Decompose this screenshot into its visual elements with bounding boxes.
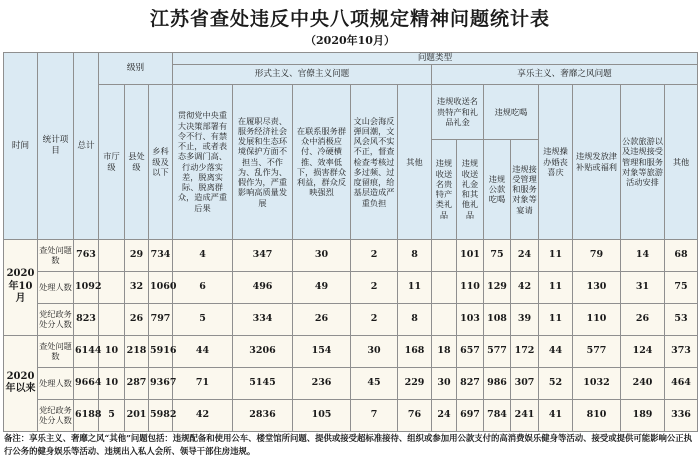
header-stat-item: 统计项目 [38,53,74,240]
cell-county: 29 [125,239,149,271]
cell-h-other: 75 [665,271,698,303]
cell-total: 763 [74,239,99,271]
cell-f-other: 168 [398,335,432,367]
header-formalism-service: 在联系服务群众中消极应付、冷硬横推、效率低下，损害群众利益，群众反映强烈 [293,84,351,239]
cell-h-wedding: 11 [539,303,573,335]
cell-total: 6188 [74,399,99,431]
header-gift-money: 违规收送礼金和其他礼品 [457,139,484,239]
cell-h-gift-specialty: 30 [432,367,457,399]
cell-township: 5916 [149,335,173,367]
header-gift-group: 违规收送名贵特产和礼品礼金 [432,84,484,139]
table-row [4,239,698,271]
cell-f3: 154 [293,335,351,367]
row-label: 查处问题数 [38,239,74,271]
header-travel: 公款旅游以及违规接受管理和服务对象等旅游活动安排 [621,84,665,239]
cell-f2: 334 [233,303,293,335]
cell-f4: 2 [351,303,398,335]
cell-h-travel: 189 [621,399,665,431]
period-label: 2020年以来 [4,335,38,431]
cell-f-other: 229 [398,367,432,399]
cell-f4: 30 [351,335,398,367]
cell-h-banquet: 39 [511,303,539,335]
cell-f2: 347 [233,239,293,271]
cell-f4: 7 [351,399,398,431]
cell-f1: 71 [173,367,233,399]
header-gift-specialty: 违规收送名贵特产类礼品 [432,139,457,239]
cell-county: 218 [125,335,149,367]
cell-f4: 2 [351,239,398,271]
cell-h-banquet: 307 [511,367,539,399]
cell-f1: 4 [173,239,233,271]
cell-h-gift-money: 101 [457,239,484,271]
table-row [4,399,698,431]
cell-f2: 496 [233,271,293,303]
cell-h-banquet: 241 [511,399,539,431]
cell-h-allowance: 1032 [573,367,621,399]
cell-f1: 5 [173,303,233,335]
table-row [4,335,698,367]
page-subtitle: （2020年10月） [305,34,395,47]
cell-county: 26 [125,303,149,335]
cell-h-banquet: 24 [511,239,539,271]
header-formalism-other: 其他 [398,84,432,239]
header-problem-type: 问题类型 [173,53,698,65]
cell-h-travel: 124 [621,335,665,367]
cell-total: 1092 [74,271,99,303]
cell-city [99,239,125,271]
header-public-dining: 违规公款吃喝 [484,139,511,239]
header-county-level: 县处级 [125,84,149,239]
cell-h-gift-specialty: 24 [432,399,457,431]
cell-county: 287 [125,367,149,399]
cell-city: 5 [99,399,125,431]
cell-h-gift-specialty [432,271,457,303]
header-hedonism: 享乐主义、奢靡之风问题 [432,64,698,84]
cell-h-other: 464 [665,367,698,399]
header-formalism-meetings: 文山会海反弹回潮，文风会风不实不正，督查检查考核过多过频、过度留痕，给基层造成严重负担 [351,84,398,239]
cell-h-public-dining: 986 [484,367,511,399]
cell-f4: 2 [351,271,398,303]
cell-h-gift-money: 827 [457,367,484,399]
cell-h-other: 373 [665,335,698,367]
cell-township: 734 [149,239,173,271]
header-dining-group: 违规吃喝 [484,84,539,139]
cell-h-public-dining: 129 [484,271,511,303]
cell-h-gift-money: 103 [457,303,484,335]
cell-h-gift-specialty [432,239,457,271]
cell-h-wedding: 52 [539,367,573,399]
cell-f3: 49 [293,271,351,303]
header-total: 总计 [74,53,99,240]
cell-county: 32 [125,271,149,303]
cell-f2: 3206 [233,335,293,367]
cell-h-allowance: 130 [573,271,621,303]
cell-f1: 44 [173,335,233,367]
cell-h-gift-money: 110 [457,271,484,303]
cell-f-other: 11 [398,271,432,303]
cell-h-wedding: 44 [539,335,573,367]
cell-h-gift-money: 697 [457,399,484,431]
header-hedonism-other: 其他 [665,84,698,239]
cell-township: 9367 [149,367,173,399]
table-row [4,303,698,335]
row-label: 处理人数 [38,367,74,399]
cell-city: 10 [99,367,125,399]
cell-h-travel: 26 [621,303,665,335]
cell-h-gift-specialty: 18 [432,335,457,367]
table-row [4,271,698,303]
cell-h-public-dining: 75 [484,239,511,271]
cell-f-other: 8 [398,239,432,271]
row-label: 党纪政务处分人数 [38,303,74,335]
cell-h-other: 68 [665,239,698,271]
cell-f3: 236 [293,367,351,399]
cell-h-allowance: 810 [573,399,621,431]
cell-h-allowance: 577 [573,335,621,367]
cell-total: 823 [74,303,99,335]
cell-city: 10 [99,335,125,367]
row-label: 处理人数 [38,271,74,303]
cell-h-travel: 240 [621,367,665,399]
statistics-table [3,52,698,432]
cell-f3: 26 [293,303,351,335]
page-title: 江苏省查处违反中央八项规定精神问题统计表 [149,8,550,30]
cell-f3: 30 [293,239,351,271]
cell-h-gift-specialty [432,303,457,335]
cell-township: 1060 [149,271,173,303]
cell-total: 9664 [74,367,99,399]
cell-h-wedding: 11 [539,239,573,271]
cell-county: 201 [125,399,149,431]
cell-f-other: 8 [398,303,432,335]
cell-h-public-dining: 108 [484,303,511,335]
header-formalism-duty: 在履职尽责、服务经济社会发展和生态环境保护方面不担当、不作为、乱作为、假作为，严重影响高质量发展 [233,84,293,239]
cell-h-travel: 31 [621,271,665,303]
cell-total: 6144 [74,335,99,367]
header-formalism: 形式主义、官僚主义问题 [173,64,432,84]
header-formalism-decisions: 贯彻党中央重大决策部署有令不行、有禁不止，或者表态多调门高、行动少落实差，脱离实际、脱离群众，造成严重后果 [173,84,233,239]
row-label: 查处问题数 [38,335,74,367]
table-row [4,367,698,399]
header-township-level: 乡科级及以下 [149,84,173,239]
cell-h-gift-money: 657 [457,335,484,367]
cell-city [99,271,125,303]
cell-f1: 6 [173,271,233,303]
header-time: 时间 [4,53,38,240]
cell-h-allowance: 79 [573,239,621,271]
cell-city [99,303,125,335]
cell-f4: 45 [351,367,398,399]
cell-f2: 5145 [233,367,293,399]
cell-h-public-dining: 784 [484,399,511,431]
header-allowance: 违规发放津补贴或福利 [573,84,621,239]
footnote: 备注：享乐主义、奢靡之风“其他”问题包括：违规配备和使用公车、楼堂馆所问题、提供或接受超标准接待、组织或参加用公款支付的高消费娱乐健身等活动、接受或提供可能影响公正执行公务的健身娱乐等活动、违规出入私人会所、领导干部住房违规。 [4,433,693,457]
cell-f-other: 76 [398,399,432,431]
cell-h-wedding: 41 [539,399,573,431]
cell-township: 5982 [149,399,173,431]
cell-township: 797 [149,303,173,335]
cell-h-travel: 14 [621,239,665,271]
header-city-level: 市厅级 [99,84,125,239]
cell-f2: 2836 [233,399,293,431]
cell-f3: 105 [293,399,351,431]
cell-h-banquet: 172 [511,335,539,367]
header-wedding: 违规操办婚丧喜庆 [539,84,573,239]
period-label: 2020年10月 [4,239,38,335]
cell-h-allowance: 110 [573,303,621,335]
cell-h-other: 336 [665,399,698,431]
row-label: 党纪政务处分人数 [38,399,74,431]
cell-h-wedding: 11 [539,271,573,303]
cell-h-banquet: 42 [511,271,539,303]
cell-f1: 42 [173,399,233,431]
header-banquet: 违规接受管理和服务对象等宴请 [511,139,539,239]
header-level: 级别 [99,53,173,85]
cell-h-public-dining: 577 [484,335,511,367]
cell-h-other: 53 [665,303,698,335]
